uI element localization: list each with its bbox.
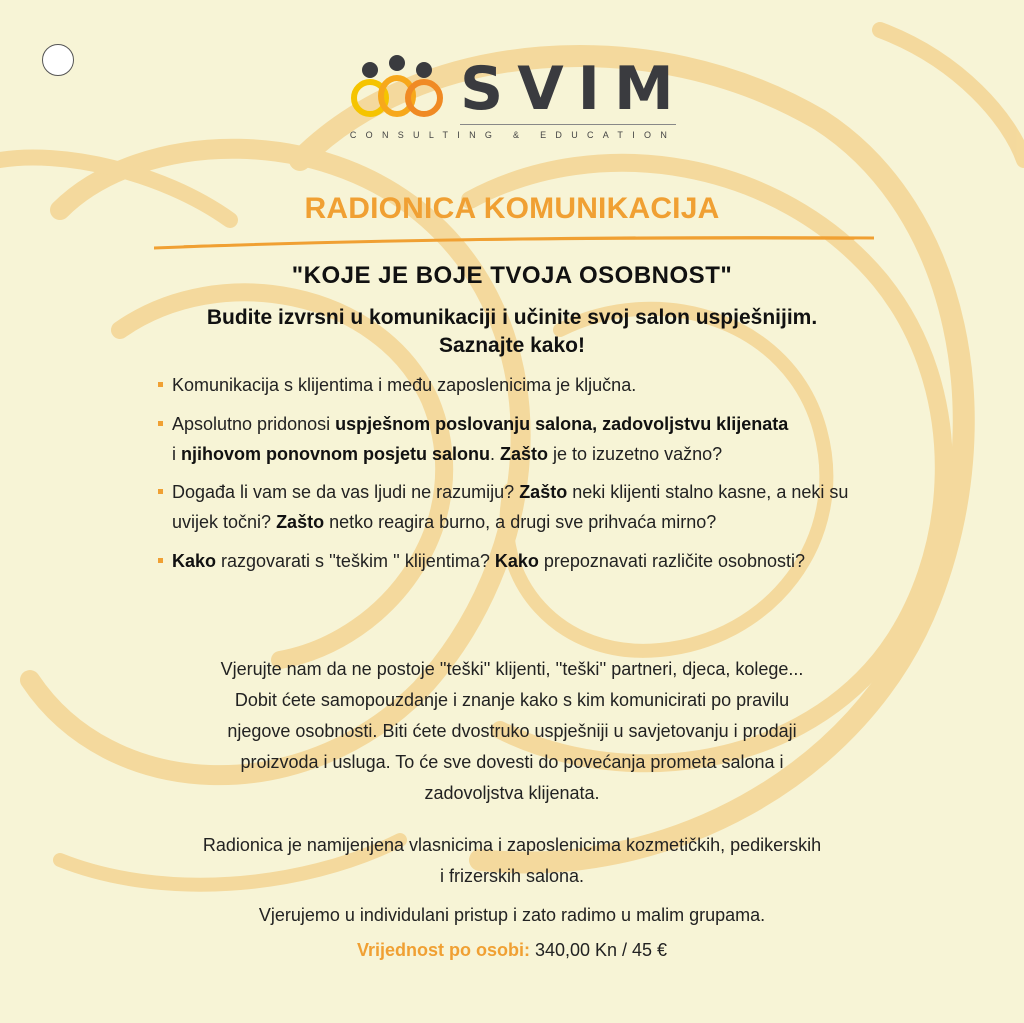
bullet-text: je to izuzetno važno? — [548, 444, 723, 464]
bullet-bold: uspješnom poslovanju salona, zadovoljstvu klijenata — [335, 414, 789, 434]
paragraph-line: Vjerujte nam da ne postoje ''teški'' klijenti, ''teški'' partneri, djeca, kolege... — [220, 659, 804, 679]
bullet-bold: njihovom ponovnom posjetu salonu — [181, 444, 490, 464]
benefits-paragraph — [150, 654, 874, 809]
lead-text — [160, 304, 864, 360]
bullet-text: Apsolutno pridonosi — [172, 414, 336, 434]
bullet-text: prepoznavati različite osobnosti? — [538, 551, 806, 571]
people-icon — [348, 52, 448, 118]
paragraph-line: i frizerskih salona. — [439, 866, 585, 886]
approach-paragraph: Vjerujemo u individulani pristup i zato radimo u malim grupama. — [258, 905, 766, 925]
bullet-bold: Zašto — [276, 512, 325, 532]
bullet-text: neki klijenti stalno kasne, a neki su uvijek točni? — [172, 482, 849, 532]
bullet-text: . — [490, 444, 501, 464]
bullet-text: razgovarati s ''teškim '' klijentima? — [216, 551, 495, 571]
list-item — [158, 370, 898, 400]
lead-line-2: Saznajte kako! — [439, 334, 585, 357]
workshop-subtitle: "KOJE JE BOJE TVOJA OSOBNOST" — [291, 262, 733, 289]
punch-hole — [42, 44, 74, 76]
paragraph-line: zadovoljstva klijenata. — [424, 783, 600, 803]
logo-wordmark: SVIM — [460, 54, 688, 124]
bullet-bold: Kako — [494, 551, 539, 571]
audience-paragraph — [150, 830, 874, 892]
paragraph-line: Dobit ćete samopouzdanje i znanje kako s kim komunicirati po pravilu — [234, 690, 790, 710]
paragraph-line: njegove osobnosti. Biti ćete dvostruko uspješniji u savjetovanju i prodaji — [227, 721, 797, 741]
lead-line-1: Budite izvrsni u komunikaciji i učinite svoj salon uspješnijim. — [206, 306, 818, 329]
logo-tagline: CONSULTING & EDUCATION — [349, 130, 677, 140]
list-item — [158, 477, 898, 537]
price-value: 340,00 Kn / 45 € — [529, 940, 668, 960]
svim-logo — [348, 52, 688, 142]
bullet-text: netko reagira burno, a drugi sve prihvaća mirno? — [324, 512, 717, 532]
bullet-list — [158, 370, 898, 585]
title-underline-swash — [154, 232, 874, 252]
price-line — [0, 940, 1024, 961]
bullet-bold: Zašto — [519, 482, 568, 502]
bullet-text: Događa li vam se da vas ljudi ne razumiju? — [172, 482, 520, 502]
logo-divider — [460, 124, 676, 125]
list-item — [158, 409, 898, 469]
bullet-bold: Kako — [172, 551, 217, 571]
paragraph-line: Radionica je namijenjena vlasnicima i zaposlenicima kozmetičkih, pedikerskih — [202, 835, 822, 855]
page-title: RADIONICA KOMUNIKACIJA — [304, 192, 720, 225]
bullet-text: i — [172, 444, 181, 464]
bullet-bold: Zašto — [500, 444, 549, 464]
paragraph-line: proizvoda i usluga. To će sve dovesti do povećanja prometa salona i — [240, 752, 784, 772]
list-item — [158, 546, 898, 576]
bullet-text: Komunikacija s klijentima i među zaposlenicima je ključna. — [172, 375, 637, 395]
price-label: Vrijednost po osobi: — [356, 940, 530, 960]
